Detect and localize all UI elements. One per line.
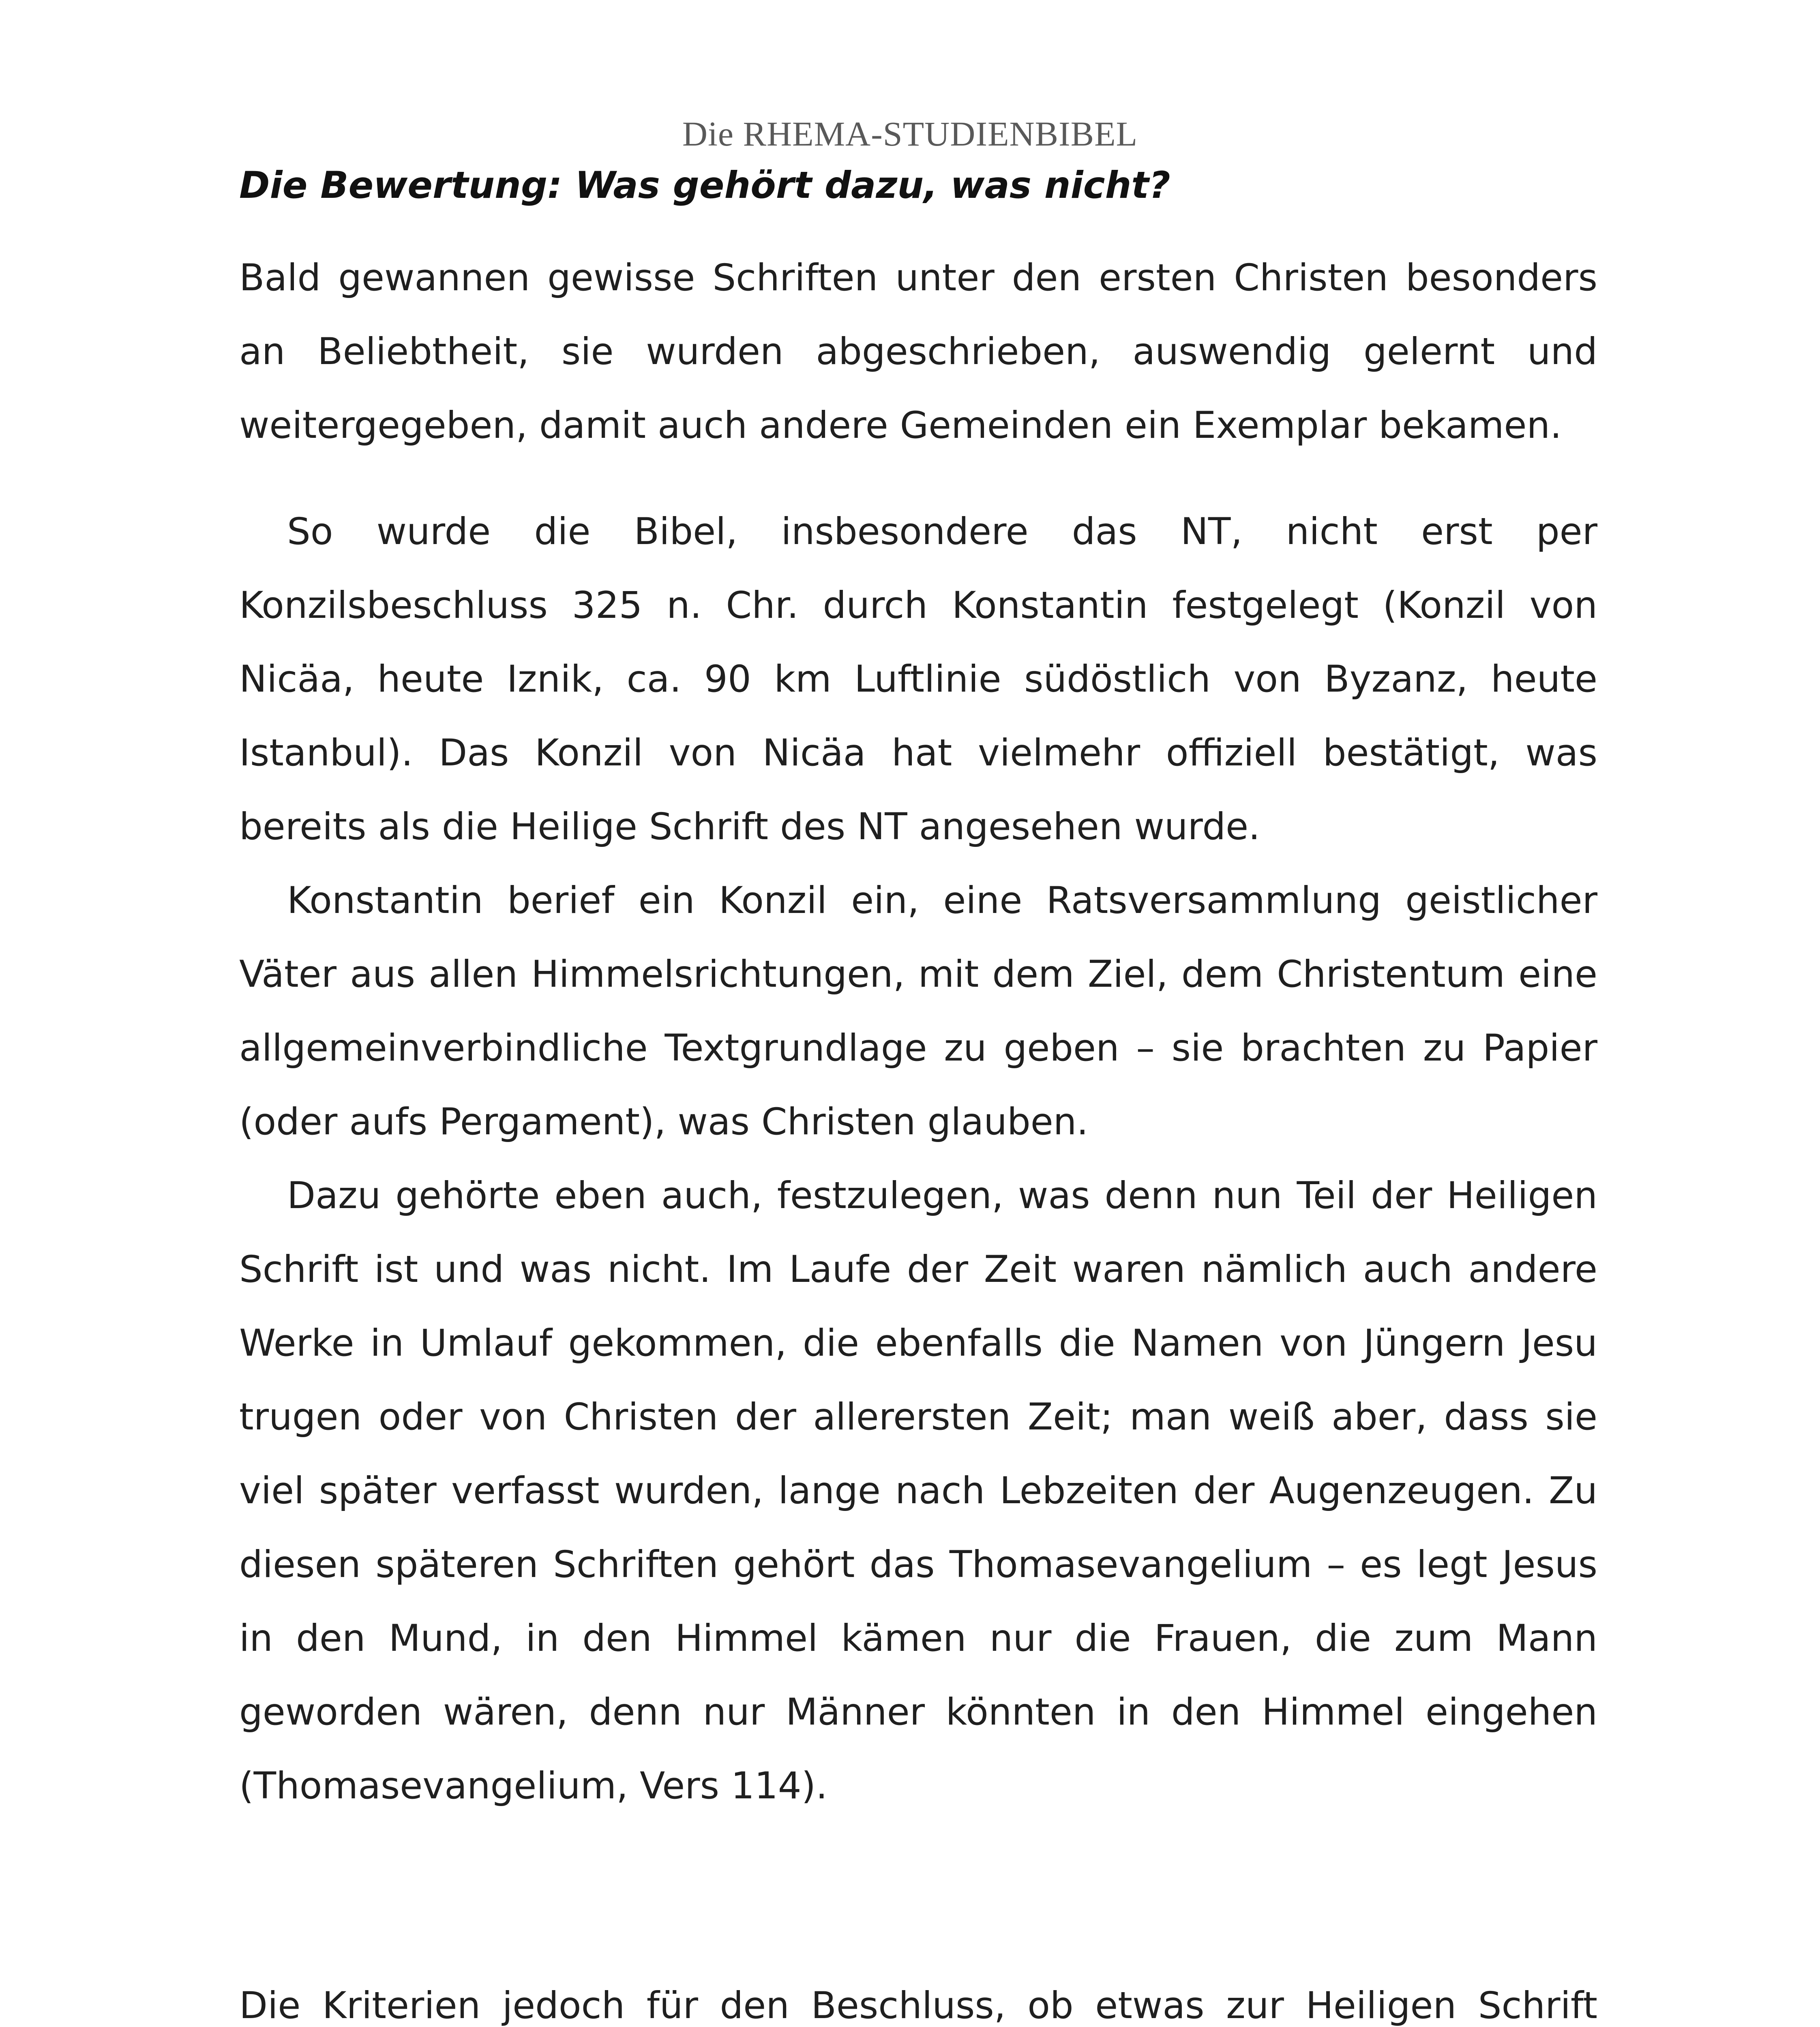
paragraph-3: Konstantin berief ein Konzil ein, eine Ratsversammlung geistlicher Väter aus allen Himmelsrichtungen, mit dem Ziel, dem Christentum eine allgemeinverbindliche Textgrundlage zu geben – sie brachten zu Papier (oder aufs Pergament), was Christen glauben. bbox=[239, 879, 1597, 1143]
running-title: Die RHEMA-STUDIENBIBEL bbox=[682, 114, 1138, 153]
paragraph-2: So wurde die Bibel, insbesondere das NT, nicht erst per Konzilsbeschluss 325 n. Chr. durch Konstantin festgelegt (Konzil von Nicäa, heute Iznik, ca. 90 km Luftlinie südöstlich von Byzanz, heute Istanbul). Das Konzil von Nicäa hat vielmehr offiziell bestätigt, was bereits als die Heilige Schrift des NT angesehen wurde. bbox=[239, 510, 1597, 848]
paragraph-4: Dazu gehörte eben auch, festzulegen, was denn nun Teil der Heiligen Schrift ist und was nicht. Im Laufe der Zeit waren nämlich auch andere Werke in Umlauf gekommen, die ebenfalls die Namen von Jüngern Jesu trugen oder von Christen der allerersten Zeit; man weiß aber, dass sie viel später verfasst wurden, lange nach Lebzeiten der Augenzeugen. Zu diesen späteren Schriften gehört das Thomasevangelium – es legt Jesus in den Mund, in den Himmel kämen nur die Frauen, die zum Mann geworden wären, denn nur Männer könnten in den Himmel eingehen (Thomasevangelium, Vers 114). bbox=[239, 1174, 1597, 1807]
criteria-paragraph bbox=[239, 1969, 1597, 2027]
paragraph-1: Bald gewannen gewisse Schriften unter den ersten Christen besonders an Beliebtheit, sie wurden abgeschrieben, auswendig gelernt und weitergegeben, damit auch andere Gemeinden ein Exemplar bekamen. bbox=[239, 257, 1597, 447]
section-heading: Die Bewertung: Was gehört dazu, was nicht? bbox=[239, 164, 1170, 207]
body-text bbox=[239, 241, 1597, 2027]
criteria-intro: Die Kriterien jedoch für den Beschluss, ob etwas zur Heiligen Schrift bbox=[239, 1984, 1597, 2027]
